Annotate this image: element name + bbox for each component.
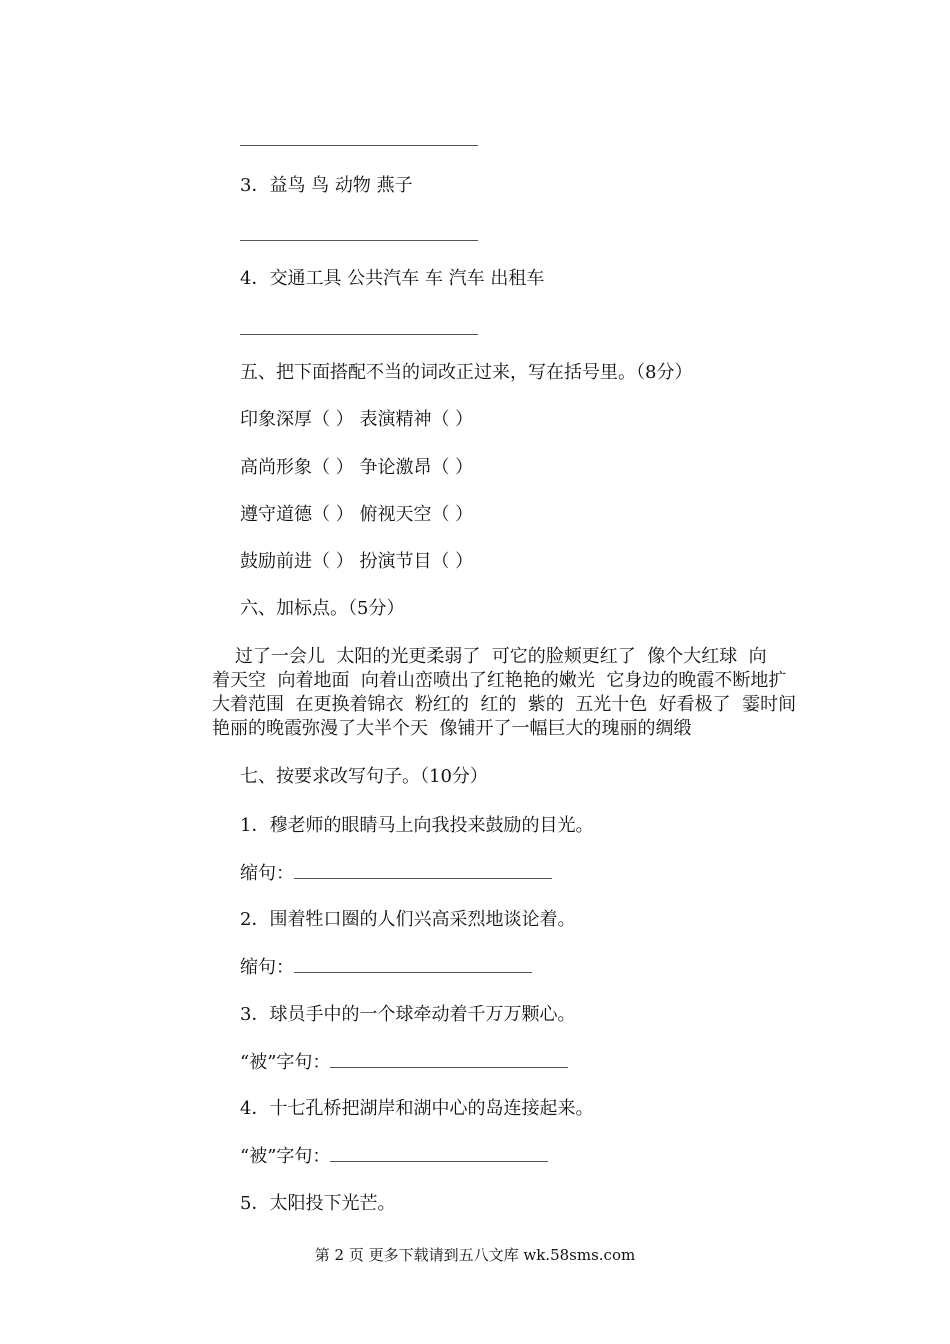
question-7-1: 1．穆老师的眼睛马上向我投来鼓励的目光。 — [240, 815, 594, 836]
answer-blank[interactable] — [294, 862, 552, 879]
question-7-5: 5．太阳投下光芒。 — [240, 1193, 396, 1214]
word-pair-row: 印象深厚（ ） 表演精神（ ） — [240, 409, 474, 430]
prompt-label: 缩句： — [240, 957, 294, 978]
section-7-heading: 七、按要求改写句子。（10分） — [240, 766, 488, 787]
passage-line: 着天空 向着地面 向着山峦喷出了红艳艳的嫩光 它身边的晚霞不断地扩 — [212, 670, 787, 691]
answer-row-7-4 — [240, 1145, 548, 1168]
answer-line-3[interactable] — [240, 240, 478, 241]
section-6-heading: 六、加标点。（5分） — [240, 598, 405, 619]
answer-row-7-1 — [240, 862, 552, 885]
word-pair-row: 鼓励前进（ ） 扮演节目（ ） — [240, 551, 474, 572]
answer-line-4[interactable] — [240, 334, 478, 335]
question-7-4: 4．十七孔桥把湖岸和湖中心的岛连接起来。 — [240, 1098, 594, 1119]
punctuation-passage — [212, 645, 810, 741]
passage-line: 过了一会儿 太阳的光更柔弱了 可它的脸颊更红了 像个大红球 向 — [212, 646, 767, 667]
answer-blank[interactable] — [294, 956, 532, 973]
word-pair-row: 高尚形象（ ） 争论激昂（ ） — [240, 457, 474, 478]
prompt-label: “被”字句： — [240, 1052, 331, 1073]
passage-line: 艳丽的晚霞弥漫了大半个天 像铺开了一幅巨大的瑰丽的绸缎 — [212, 718, 692, 739]
page-footer: 第 2 页 更多下载请到五八文库 wk.58sms.com — [314, 1246, 636, 1264]
prompt-label: 缩句： — [240, 863, 294, 884]
answer-row-7-3 — [240, 1051, 568, 1074]
question-7-2: 2．围着牲口圈的人们兴高采烈地谈论着。 — [240, 909, 576, 930]
passage-line: 大着范围 在更换着锦衣 粉红的 红的 紫的 五光十色 好看极了 霎时间 — [212, 694, 797, 715]
answer-row-7-2 — [240, 956, 532, 979]
section-5-heading: 五、把下面搭配不当的词改正过来，写在括号里。（8分） — [240, 362, 693, 383]
question-4-4: 4．交通工具 公共汽车 车 汽车 出租车 — [240, 268, 545, 289]
answer-blank[interactable] — [330, 1145, 548, 1162]
question-4-3: 3．益鸟 鸟 动物 燕子 — [240, 175, 413, 196]
answer-blank[interactable] — [330, 1051, 568, 1068]
word-pair-row: 遵守道德（ ） 俯视天空（ ） — [240, 504, 474, 525]
question-7-3: 3．球员手中的一个球牵动着千万万颗心。 — [240, 1004, 576, 1025]
answer-line-2[interactable] — [240, 145, 478, 146]
prompt-label: “被”字句： — [240, 1146, 331, 1167]
